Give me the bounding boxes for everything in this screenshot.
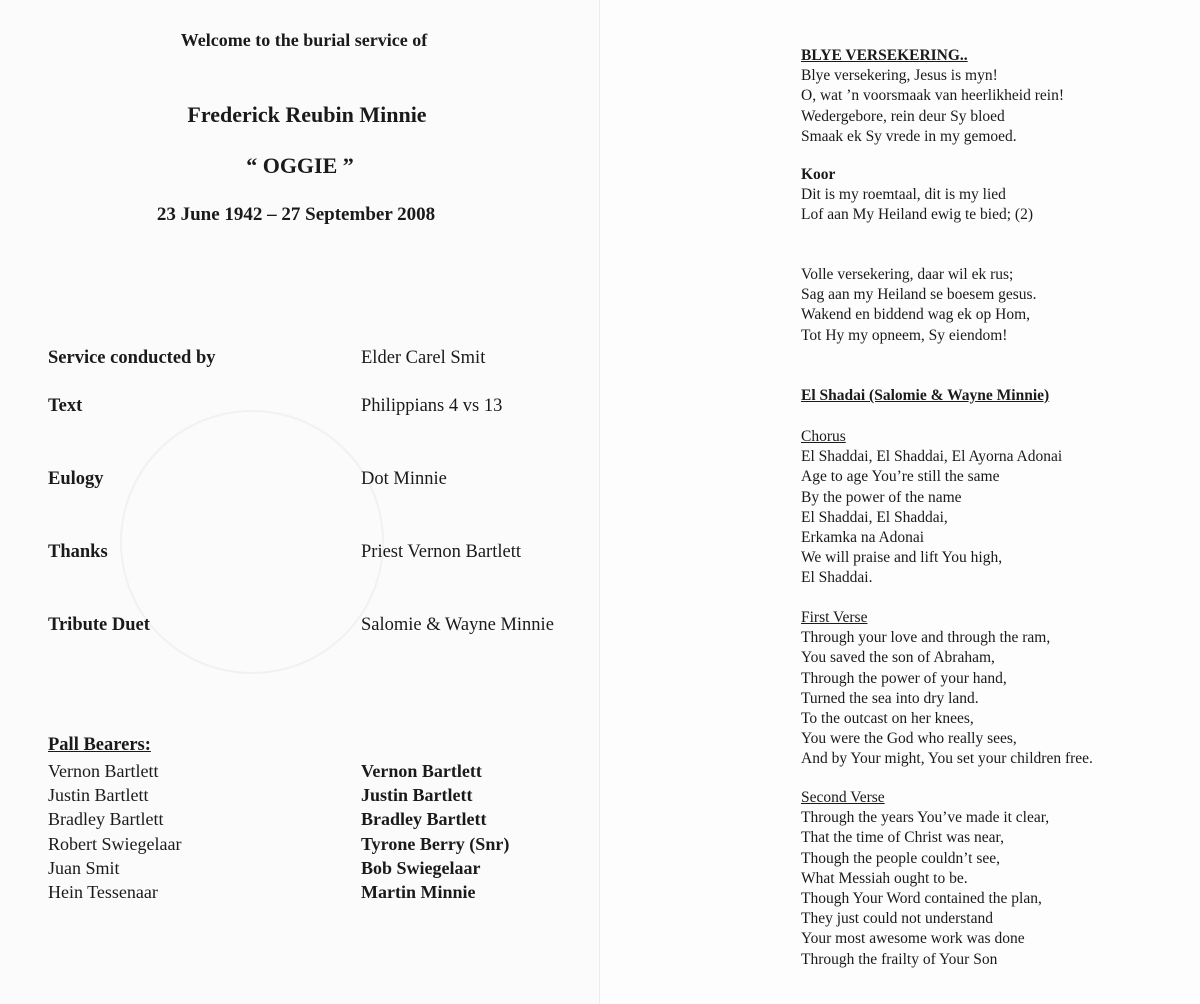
hymn1-chorus	[801, 165, 1033, 226]
lyric-line: Erkamka na Adonai	[801, 529, 925, 547]
program-value: Priest Vernon Bartlett	[361, 542, 521, 562]
verse-label: First Verse	[801, 609, 868, 626]
pall-bearer: Justin Bartlett	[48, 785, 149, 806]
lyric-line: Turned the sea into dry land.	[801, 689, 979, 707]
lyric-line: Though Your Word contained the plan,	[801, 890, 1042, 908]
lyric-line: They just could not understand	[801, 910, 993, 928]
program-label: Service conducted by	[48, 348, 216, 368]
pall-bearers-column-1	[48, 759, 181, 904]
program-value: Elder Carel Smit	[361, 348, 486, 368]
hymn1-title: BLYE VERSEKERING..	[801, 47, 968, 64]
pall-bearer: Bradley Bartlett	[361, 809, 487, 830]
program-value: Salomie & Wayne Minnie	[361, 615, 554, 635]
lyric-line: Your most awesome work was done	[801, 930, 1025, 948]
hymn2-title-block	[801, 386, 1049, 406]
program-label: Eulogy	[48, 469, 104, 489]
pall-bearers-title: Pall Bearers:	[48, 735, 151, 755]
lyric-line: Volle versekering, daar wil ek rus;	[801, 266, 1014, 283]
lyric-line: Wedergebore, rein deur Sy bloed	[801, 107, 1005, 125]
pall-bearers-column-2	[361, 759, 509, 904]
hymn2-title: El Shadai (Salomie & Wayne Minnie)	[801, 387, 1050, 404]
hymn2-chorus	[801, 427, 1062, 589]
lyric-line: That the time of Christ was near,	[801, 829, 1004, 847]
hymn2-first-verse	[801, 608, 1093, 770]
lyric-line: El Shaddai, El Shaddai, El Ayorna Adonai	[801, 448, 1063, 466]
watermark-emblem	[120, 410, 384, 674]
lyric-line: We will praise and lift You high,	[801, 549, 1003, 567]
lyric-line: Through your love and through the ram,	[801, 629, 1051, 647]
program-label: Text	[48, 396, 83, 416]
lyric-line: And by Your might, You set your children free.	[801, 750, 1093, 768]
program-label: Thanks	[48, 542, 108, 562]
welcome-heading: Welcome to the burial service of	[180, 30, 428, 50]
verse-label: Second Verse	[801, 789, 885, 806]
chorus-label: Koor	[801, 166, 836, 183]
lyric-line: El Shaddai.	[801, 569, 873, 587]
lyric-line: To the outcast on her knees,	[801, 710, 974, 728]
pall-bearer: Hein Tessenaar	[48, 882, 158, 903]
lyric-line: Age to age You’re still the same	[801, 468, 1000, 486]
pall-bearer: Robert Swiegelaar	[48, 833, 182, 854]
lyric-line: Wakend en biddend wag ek op Hom,	[801, 306, 1031, 324]
lyric-line: Tot Hy my opneem, Sy eiendom!	[801, 326, 1008, 344]
chorus-label: Chorus	[801, 428, 846, 445]
lyric-line: By the power of the name	[801, 488, 962, 506]
hymn1-verse2	[801, 265, 1036, 346]
pall-bearer: Juan Smit	[48, 857, 120, 878]
pall-bearer: Bradley Bartlett	[48, 809, 164, 830]
pall-bearer: Vernon Bartlett	[48, 761, 159, 781]
lyric-line: Sag aan my Heiland se boesem gesus.	[801, 286, 1037, 304]
lyric-line: O, wat ’n voorsmaak van heerlikheid rein!	[801, 87, 1064, 105]
pall-bearer: Tyrone Berry (Snr)	[361, 833, 510, 854]
pall-bearer: Martin Minnie	[361, 882, 476, 903]
lyric-line: Dit is my roemtaal, dit is my lied	[801, 186, 1006, 204]
hymn1-block	[801, 46, 1064, 147]
lyric-line: What Messiah ought to be.	[801, 869, 968, 887]
lyric-line: Through the power of your hand,	[801, 669, 1007, 687]
lyric-line: El Shaddai, El Shaddai,	[801, 508, 948, 526]
lyric-line: You were the God who really sees,	[801, 730, 1017, 748]
pall-bearer: Bob Swiegelaar	[361, 857, 481, 878]
lyric-line: You saved the son of Abraham,	[801, 649, 995, 667]
pall-bearer: Justin Bartlett	[361, 785, 473, 806]
lyric-line: Through the years You’ve made it clear,	[801, 809, 1050, 827]
lyric-line: Through the frailty of Your Son	[801, 950, 998, 968]
lyric-line: Blye versekering, Jesus is myn!	[801, 67, 998, 85]
hymn2-second-verse	[801, 788, 1049, 970]
program-label: Tribute Duet	[48, 615, 150, 635]
nickname: “ OGGIE ”	[246, 153, 354, 178]
lyric-line: Lof aan My Heiland ewig te bied; (2)	[801, 206, 1033, 224]
lyric-line: Though the people couldn’t see,	[801, 849, 1001, 867]
lyric-line: Smaak ek Sy vrede in my gemoed.	[801, 127, 1017, 145]
life-dates: 23 June 1942 – 27 September 2008	[156, 204, 436, 225]
pall-bearer: Vernon Bartlett	[361, 761, 482, 781]
program-value: Dot Minnie	[361, 469, 447, 489]
program-value: Philippians 4 vs 13	[361, 396, 503, 416]
deceased-name: Frederick Reubin Minnie	[187, 102, 427, 127]
